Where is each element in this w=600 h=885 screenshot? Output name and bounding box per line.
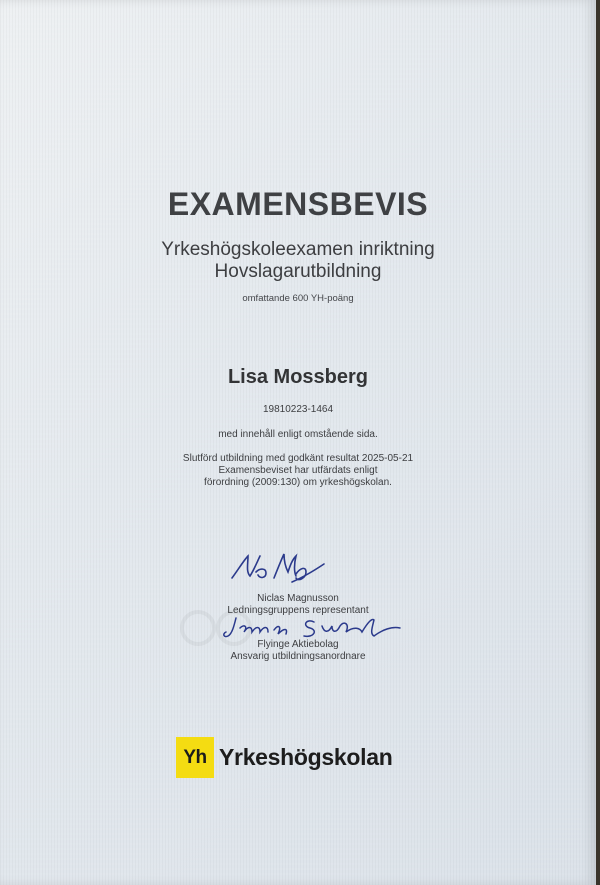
credit-points: omfattande 600 YH-poäng (242, 293, 354, 304)
completion-statement (0, 453, 596, 489)
signature-2 (222, 612, 402, 642)
content-note: med innehåll enligt omstående sida. (218, 429, 378, 440)
degree-line-1: Yrkeshögskoleexamen inriktning (161, 239, 435, 260)
certificate-title: EXAMENSBEVIS (167, 186, 429, 222)
yrkeshogskolan-logo (176, 737, 392, 778)
degree-line-2: Hovslagarutbildning (214, 261, 382, 282)
yh-logo-mark: Yh (176, 737, 214, 778)
completion-line-1: Slutförd utbildning med godkänt resultat 2025-05-21 (182, 453, 414, 464)
signatory-1-role: Ledningsgruppens representant (227, 605, 369, 616)
signatory-2 (0, 639, 596, 663)
holder-name: Lisa Mossberg (227, 366, 369, 388)
logo-wordmark: Yrkeshögskolan (219, 744, 393, 770)
personal-number: 19810223-1464 (262, 404, 334, 415)
signatory-1-name: Niclas Magnusson (257, 593, 339, 604)
completion-line-3: förordning (2009:130) om yrkeshögskolan. (204, 477, 392, 488)
completion-line-2: Examensbeviset har utfärdats enligt (218, 465, 378, 476)
signatory-2-name: Flyinge Aktiebolag (257, 639, 339, 650)
signature-1 (226, 548, 326, 588)
page-edge-shadow (596, 0, 600, 885)
degree-title (0, 239, 596, 283)
signatory-2-role: Ansvarig utbildningsanordnare (230, 651, 366, 662)
